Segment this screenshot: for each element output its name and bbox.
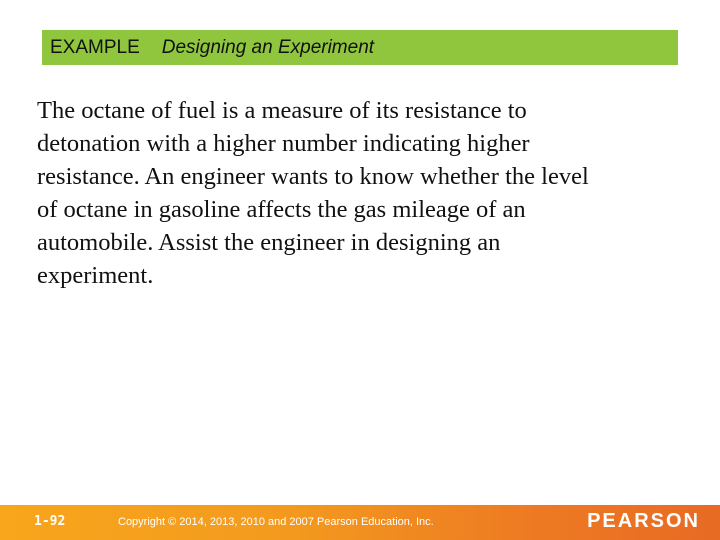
text-line: resistance. An engineer wants to know whether the level <box>37 163 589 190</box>
problem-statement <box>37 94 697 292</box>
copyright-notice: Copyright © 2014, 2013, 2010 and 2007 Pearson Education, Inc. <box>118 516 434 528</box>
text-line: of octane in gasoline affects the gas mileage of an <box>37 196 526 223</box>
text-line: experiment. <box>37 262 154 289</box>
text-line: automobile. Assist the engineer in designing an <box>37 229 501 256</box>
pearson-logo: PEARSON <box>587 510 700 532</box>
text-line: The octane of fuel is a measure of its resistance to <box>37 97 527 124</box>
footer-bar <box>0 505 720 540</box>
slide-number: 1-92 <box>34 514 66 529</box>
example-label: EXAMPLE <box>50 36 140 58</box>
example-header-bar <box>42 30 678 65</box>
example-title: Designing an Experiment <box>161 36 375 58</box>
text-line: detonation with a higher number indicating higher <box>37 130 530 157</box>
